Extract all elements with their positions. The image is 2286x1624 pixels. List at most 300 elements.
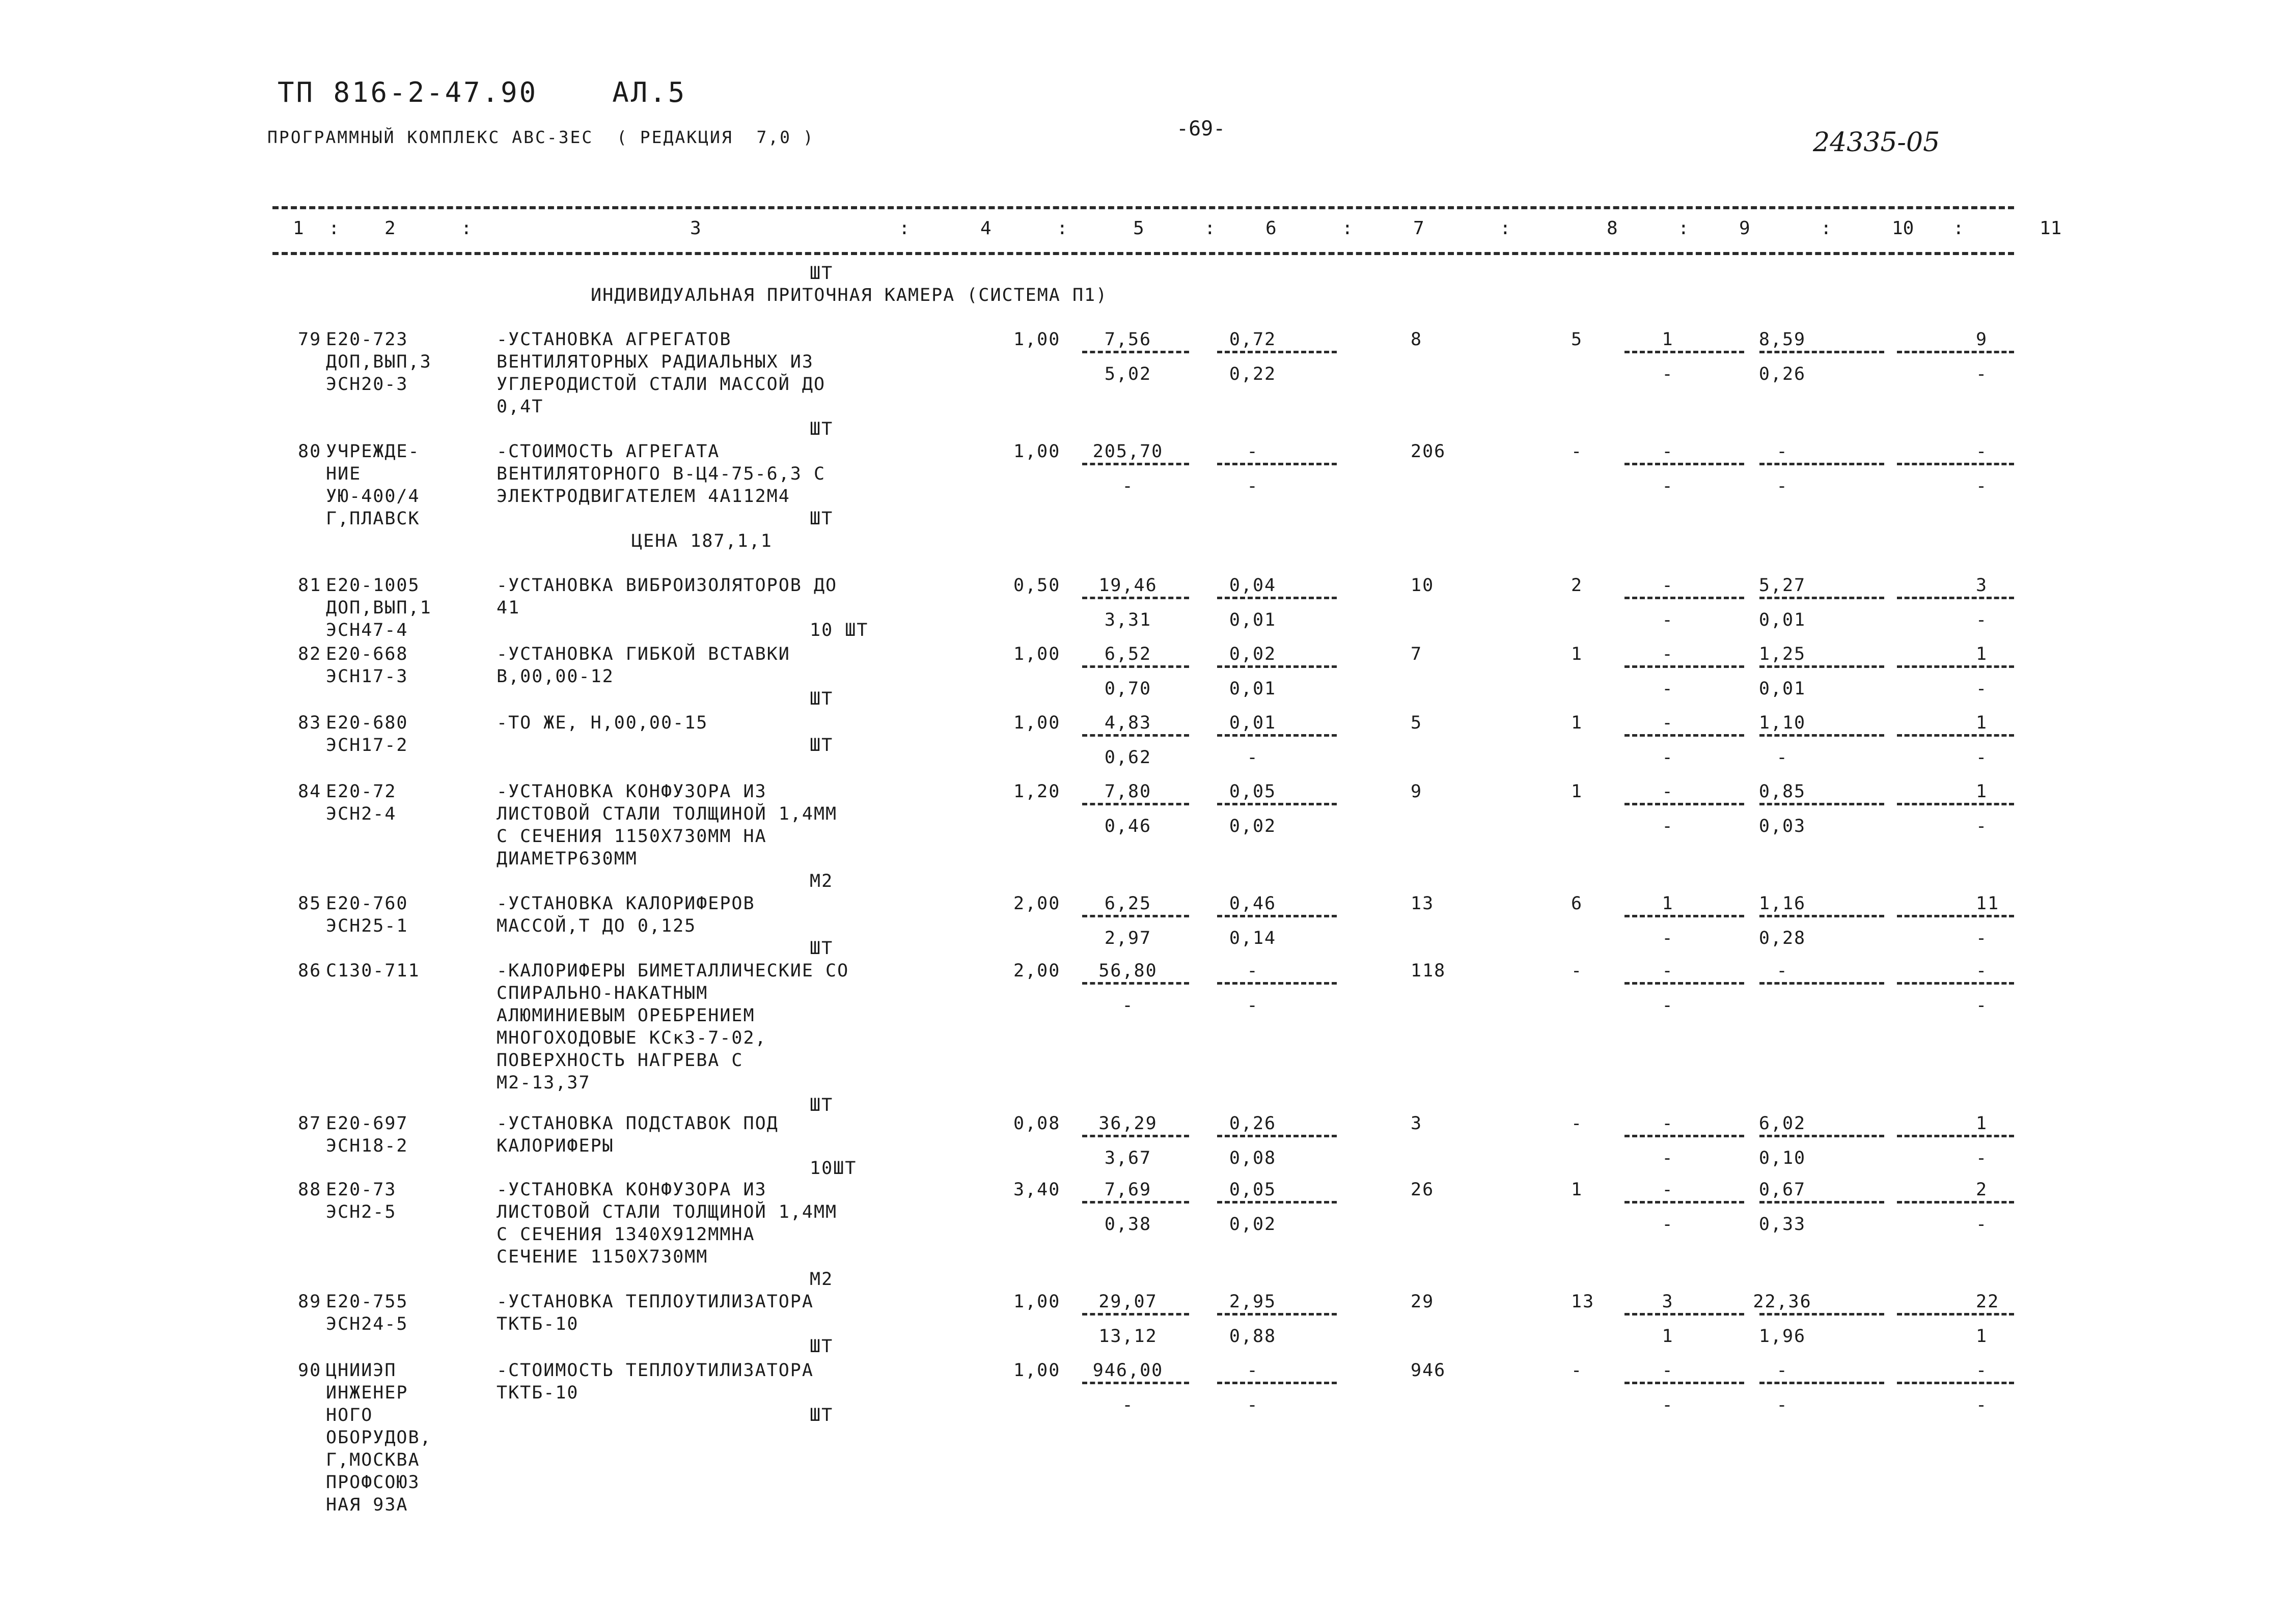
column-number: 10 <box>1892 218 1914 239</box>
row-unit-wage: - <box>1122 476 1134 496</box>
row-code-line: ДОП,ВЫП,3 <box>326 352 432 372</box>
row-number: 90 <box>298 1360 322 1381</box>
row-quantity: 1,00 <box>1013 329 1061 350</box>
row-divider <box>1624 1201 1744 1203</box>
column-number: : <box>1500 218 1511 239</box>
row-divider <box>1897 1382 2014 1384</box>
row-unit-cost: 946,00 <box>1092 1360 1164 1381</box>
row-divider <box>1082 803 1189 805</box>
row-code-line: ЭСН2-5 <box>326 1202 397 1222</box>
row-divider <box>1624 1313 1744 1315</box>
row-col11-bottom: - <box>1976 747 1988 768</box>
row-unit-wage: 5,02 <box>1104 364 1152 384</box>
row-col11-top: 1 <box>1976 644 1988 664</box>
row-col11-top: 1 <box>1976 781 1988 802</box>
row-machine-cost: - <box>1247 1360 1259 1381</box>
row-unit-wage: 2,97 <box>1104 928 1152 948</box>
column-number: 3 <box>690 218 701 239</box>
column-number: 9 <box>1739 218 1750 239</box>
row-unit: ШТ <box>810 419 834 439</box>
row-col11-top: 1 <box>1976 713 1988 733</box>
row-labour-top: 1,10 <box>1758 713 1806 733</box>
row-number: 89 <box>298 1292 322 1312</box>
row-labour-top: 1,25 <box>1758 644 1806 664</box>
row-col9-top: - <box>1662 441 1674 462</box>
row-col9-bottom: - <box>1662 747 1674 768</box>
row-col11-top: 2 <box>1976 1180 1988 1200</box>
row-code-line: Е20-723 <box>326 329 408 350</box>
page-number: -69- <box>1176 117 1226 141</box>
row-divider <box>1624 982 1744 985</box>
row-divider <box>1759 982 1884 985</box>
row-unit-wage: 0,70 <box>1104 679 1152 699</box>
row-code-line: ЭСН18-2 <box>326 1136 408 1156</box>
row-labour-top: 0,85 <box>1758 781 1806 802</box>
row-total-wage: - <box>1571 1113 1583 1134</box>
row-machine-cost: 0,04 <box>1229 575 1277 596</box>
row-machine-cost: 0,46 <box>1229 893 1277 914</box>
row-code-line: Е20-72 <box>326 781 397 802</box>
row-machine-wage: 0,88 <box>1229 1326 1277 1347</box>
row-labour-bottom: 0,03 <box>1758 816 1806 836</box>
row-divider <box>1217 982 1337 985</box>
row-description-line: ВЕНТИЛЯТОРНОГО В-Ц4-75-6,3 С <box>497 464 826 484</box>
row-quantity: 1,00 <box>1013 441 1061 462</box>
row-divider <box>1624 351 1744 353</box>
row-col11-bottom: - <box>1976 816 1988 836</box>
row-col9-bottom: - <box>1662 1214 1674 1235</box>
row-quantity: 1,20 <box>1013 781 1061 802</box>
row-description-line: МНОГОХОДОВЫЕ КСк3-7-02, <box>497 1028 767 1048</box>
row-machine-wage: 0,02 <box>1229 816 1277 836</box>
row-labour-bottom: 0,01 <box>1758 679 1806 699</box>
row-description-line: 0,4Т <box>497 397 544 417</box>
row-col11-bottom: - <box>1976 928 1988 948</box>
row-machine-wage: - <box>1247 995 1259 1016</box>
row-code-line: Е20-1005 <box>326 575 420 596</box>
row-description-line: -УСТАНОВКА ПОДСТАВОК ПОД <box>497 1113 779 1134</box>
row-total-wage: - <box>1571 441 1583 462</box>
row-number: 87 <box>298 1113 322 1134</box>
row-labour-bottom: - <box>1776 1395 1788 1415</box>
column-number: 2 <box>384 218 396 239</box>
row-number: 85 <box>298 893 322 914</box>
row-unit: ШТ <box>810 735 834 755</box>
row-description-line: М2-13,37 <box>497 1073 591 1093</box>
row-code-line: Е20-697 <box>326 1113 408 1134</box>
row-divider <box>1624 734 1744 737</box>
row-col11-top: 22 <box>1976 1292 2000 1312</box>
row-col9-top: - <box>1662 1360 1674 1381</box>
row-col11-top: - <box>1976 441 1988 462</box>
row-divider <box>1217 351 1337 353</box>
row-description-line: ЛИСТОВОЙ СТАЛИ ТОЛЩИНОЙ 1,4ММ <box>497 1202 838 1222</box>
row-labour-top: - <box>1776 441 1788 462</box>
row-code-line: ЭСН25-1 <box>326 916 408 936</box>
row-col9-bottom: - <box>1662 995 1674 1016</box>
column-number: 7 <box>1413 218 1424 239</box>
row-description-line: -УСТАНОВКА ГИБКОЙ ВСТАВКИ <box>497 644 790 664</box>
row-total-cost: 7 <box>1411 644 1423 664</box>
row-divider <box>1897 463 2014 465</box>
row-code-line: ЭСН47-4 <box>326 620 408 640</box>
row-divider <box>1082 463 1189 465</box>
row-divider <box>1082 982 1189 985</box>
row-col9-bottom: 1 <box>1662 1326 1674 1347</box>
row-divider <box>1897 665 2014 668</box>
row-description-line: СПИРАЛЬНО-НАКАТНЫМ <box>497 983 708 1003</box>
row-description-line: ПОВЕРХНОСТЬ НАГРЕВА С <box>497 1050 743 1071</box>
row-description-line: -СТОИМОСТЬ АГРЕГАТА <box>497 441 720 462</box>
row-number: 86 <box>298 961 322 981</box>
row-divider <box>1082 1382 1189 1384</box>
row-code-line: ЭСН20-3 <box>326 374 408 395</box>
column-number: 4 <box>980 218 991 239</box>
row-divider <box>1759 597 1884 599</box>
row-quantity: 0,50 <box>1013 575 1061 596</box>
row-description-line: В,00,00-12 <box>497 666 614 687</box>
row-divider <box>1897 1201 2014 1203</box>
row-unit: ШТ <box>810 689 834 709</box>
row-labour-bottom: 0,01 <box>1758 610 1806 630</box>
row-divider <box>1759 665 1884 668</box>
row-quantity: 3,40 <box>1013 1180 1061 1200</box>
row-col11-bottom: 1 <box>1976 1326 1988 1347</box>
row-total-wage: 5 <box>1571 329 1583 350</box>
row-divider <box>1759 1382 1884 1384</box>
row-unit-cost: 56,80 <box>1098 961 1158 981</box>
row-divider <box>1217 463 1337 465</box>
row-col11-top: 11 <box>1976 893 2000 914</box>
row-labour-top: 8,59 <box>1758 329 1806 350</box>
row-unit-wage: 0,38 <box>1104 1214 1152 1235</box>
row-code-line: С130-711 <box>326 961 420 981</box>
row-code-line: УЮ-400/4 <box>326 486 420 507</box>
row-col11-bottom: - <box>1976 476 1988 496</box>
row-divider <box>1759 734 1884 737</box>
row-code-line: ЭСН2-4 <box>326 804 397 824</box>
row-total-cost: 26 <box>1411 1180 1435 1200</box>
row-unit-cost: 205,70 <box>1092 441 1164 462</box>
row-machine-wage: - <box>1247 476 1259 496</box>
row-unit: ШТ <box>810 938 834 959</box>
row-col11-bottom: - <box>1976 1395 1988 1415</box>
row-unit-wage: - <box>1122 995 1134 1016</box>
row-total-wage: 1 <box>1571 1180 1583 1200</box>
row-divider <box>1759 463 1884 465</box>
row-description-line: -УСТАНОВКА АГРЕГАТОВ <box>497 329 732 350</box>
row-divider <box>1897 803 2014 805</box>
row-col9-bottom: - <box>1662 1148 1674 1168</box>
row-description-line: 41 <box>497 598 520 618</box>
row-col9-top: - <box>1662 1180 1674 1200</box>
row-divider <box>1082 915 1189 917</box>
row-machine-wage: 0,02 <box>1229 1214 1277 1235</box>
row-code-line: Е20-668 <box>326 644 408 664</box>
row-unit-wage: 3,67 <box>1104 1148 1152 1168</box>
row-total-wage: 1 <box>1571 713 1583 733</box>
row-divider <box>1217 665 1337 668</box>
row-unit-wage: - <box>1122 1395 1134 1415</box>
row-divider <box>1082 665 1189 668</box>
row-description-line: СЕЧЕНИЕ 1150Х730ММ <box>497 1247 708 1267</box>
row-labour-bottom: - <box>1776 476 1788 496</box>
row-code-line: Е20-680 <box>326 713 408 733</box>
row-labour-top: 5,27 <box>1758 575 1806 596</box>
row-col11-bottom: - <box>1976 1148 1988 1168</box>
row-col11-top: 3 <box>1976 575 1988 596</box>
row-unit: ШТ <box>810 509 834 529</box>
row-divider <box>1082 1313 1189 1315</box>
column-number: : <box>1204 218 1216 239</box>
row-unit-cost: 36,29 <box>1098 1113 1158 1134</box>
row-number: 88 <box>298 1180 322 1200</box>
row-unit-wage: 3,31 <box>1104 610 1152 630</box>
row-col9-bottom: - <box>1662 679 1674 699</box>
row-description-line: -ТО ЖЕ, Н,00,00-15 <box>497 713 708 733</box>
row-col9-top: - <box>1662 713 1674 733</box>
row-divider <box>1759 1313 1884 1315</box>
column-number: : <box>328 218 340 239</box>
row-description-line: С СЕЧЕНИЯ 1150Х730ММ НА <box>497 826 767 847</box>
row-divider <box>1624 665 1744 668</box>
row-quantity: 1,00 <box>1013 644 1061 664</box>
row-total-cost: 206 <box>1411 441 1446 462</box>
row-divider <box>1082 597 1189 599</box>
row-description-line: АЛЮМИНИЕВЫМ ОРЕБРЕНИЕМ <box>497 1005 755 1026</box>
row-col9-top: - <box>1662 644 1674 664</box>
row-description-line: ТКТБ-10 <box>497 1314 579 1334</box>
row-code-line: Е20-73 <box>326 1180 397 1200</box>
row-unit-wage: 13,12 <box>1098 1326 1158 1347</box>
row-code-line: ЦНИИЭП <box>326 1360 397 1381</box>
row-col11-top: - <box>1976 961 1988 981</box>
row-machine-cost: 0,26 <box>1229 1113 1277 1134</box>
column-number: 6 <box>1265 218 1277 239</box>
row-code-line: НИЕ <box>326 464 362 484</box>
row-unit: 10 ШТ <box>810 620 869 640</box>
row-description-line: ДИАМЕТР630ММ <box>497 849 638 869</box>
row-col11-bottom: - <box>1976 1214 1988 1235</box>
handwritten-number: 24335-05 <box>1813 127 1940 158</box>
row-col11-bottom: - <box>1976 364 1988 384</box>
row-unit-wage: 0,46 <box>1104 816 1152 836</box>
row-code-line: НАЯ 93А <box>326 1495 408 1515</box>
row-total-cost: 13 <box>1411 893 1435 914</box>
row-description-line: ВЕНТИЛЯТОРНЫХ РАДИАЛЬНЫХ ИЗ <box>497 352 814 372</box>
row-machine-cost: 0,01 <box>1229 713 1277 733</box>
row-col9-bottom: - <box>1662 610 1674 630</box>
row-description-line: ЛИСТОВОЙ СТАЛИ ТОЛЩИНОЙ 1,4ММ <box>497 804 838 824</box>
row-unit-cost: 7,69 <box>1104 1180 1152 1200</box>
row-code-line: ЭСН24-5 <box>326 1314 408 1334</box>
row-divider <box>1624 463 1744 465</box>
column-number: 8 <box>1607 218 1618 239</box>
row-divider <box>1897 351 2014 353</box>
row-divider <box>1082 1201 1189 1203</box>
row-col9-top: - <box>1662 575 1674 596</box>
row-code-line: ИНЖЕНЕР <box>326 1383 408 1403</box>
row-unit: ШТ <box>810 1405 834 1425</box>
row-unit: М2 <box>810 871 834 891</box>
row-number: 79 <box>298 329 322 350</box>
column-number: 11 <box>2040 218 2062 239</box>
row-labour-bottom: 1,96 <box>1758 1326 1806 1347</box>
row-divider <box>1897 982 2014 985</box>
row-col9-bottom: - <box>1662 816 1674 836</box>
row-total-cost: 946 <box>1411 1360 1446 1381</box>
row-divider <box>1217 597 1337 599</box>
row-total-cost: 29 <box>1411 1292 1435 1312</box>
row-quantity: 1,00 <box>1013 713 1061 733</box>
row-unit: 10ШТ <box>810 1158 857 1179</box>
row-code-line: ЭСН17-3 <box>326 666 408 687</box>
row-description-line: МАССОЙ,Т ДО 0,125 <box>497 916 697 936</box>
row-machine-wage: 0,22 <box>1229 364 1277 384</box>
row-description-line: -УСТАНОВКА КАЛОРИФЕРОВ <box>497 893 755 914</box>
column-number: : <box>461 218 472 239</box>
row-code-line: НОГО <box>326 1405 373 1425</box>
row-description-line: -УСТАНОВКА ВИБРОИЗОЛЯТОРОВ ДО <box>497 575 838 596</box>
row-unit: ШТ <box>810 1095 834 1115</box>
row-machine-cost: 2,95 <box>1229 1292 1277 1312</box>
row-divider <box>1217 915 1337 917</box>
row-code-line: Е20-760 <box>326 893 408 914</box>
row-number: 82 <box>298 644 322 664</box>
row-col11-bottom: - <box>1976 610 1988 630</box>
header-rule-bottom <box>272 252 2014 255</box>
row-unit-cost: 7,56 <box>1104 329 1152 350</box>
row-description-line: УГЛЕРОДИСТОЙ СТАЛИ МАССОЙ ДО <box>497 374 826 395</box>
row-col11-top: 1 <box>1976 1113 1988 1134</box>
row-quantity: 1,00 <box>1013 1360 1061 1381</box>
row-divider <box>1759 915 1884 917</box>
row-divider <box>1759 351 1884 353</box>
row-divider <box>1897 734 2014 737</box>
row-total-wage: 6 <box>1571 893 1583 914</box>
row-labour-top: 6,02 <box>1758 1113 1806 1134</box>
row-divider <box>1759 1135 1884 1137</box>
column-number: : <box>899 218 910 239</box>
row-unit-wage: 0,62 <box>1104 747 1152 768</box>
row-divider <box>1897 1135 2014 1137</box>
row-labour-top: 0,67 <box>1758 1180 1806 1200</box>
row-total-wage: - <box>1571 961 1583 981</box>
row-quantity: 0,08 <box>1013 1113 1061 1134</box>
row-code-line: ЭСН17-2 <box>326 735 408 755</box>
row-col9-top: 1 <box>1662 329 1674 350</box>
row-unit-cost: 19,46 <box>1098 575 1158 596</box>
row-col9-bottom: - <box>1662 476 1674 496</box>
row-col9-bottom: - <box>1662 364 1674 384</box>
row-quantity: 1,00 <box>1013 1292 1061 1312</box>
row-total-cost: 3 <box>1411 1113 1423 1134</box>
row-total-cost: 9 <box>1411 781 1423 802</box>
row-labour-bottom: 0,10 <box>1758 1148 1806 1168</box>
row-divider <box>1082 351 1189 353</box>
row-total-wage: 13 <box>1571 1292 1595 1312</box>
row-col9-top: - <box>1662 961 1674 981</box>
row-labour-bottom: 0,28 <box>1758 928 1806 948</box>
row-labour-bottom: 0,26 <box>1758 364 1806 384</box>
row-divider <box>1217 734 1337 737</box>
row-description-line: -УСТАНОВКА ТЕПЛОУТИЛИЗАТОРА <box>497 1292 814 1312</box>
row-unit-cost: 7,80 <box>1104 781 1152 802</box>
column-number: : <box>1821 218 1832 239</box>
section-unit: ШТ <box>810 263 834 284</box>
row-divider <box>1759 803 1884 805</box>
row-machine-wage: 0,01 <box>1229 610 1277 630</box>
row-col11-top: 9 <box>1976 329 1988 350</box>
row-machine-wage: 0,08 <box>1229 1148 1277 1168</box>
row-unit: М2 <box>810 1269 834 1290</box>
row-divider <box>1624 597 1744 599</box>
row-col9-top: 1 <box>1662 893 1674 914</box>
row-divider <box>1082 1135 1189 1137</box>
row-machine-wage: 0,14 <box>1229 928 1277 948</box>
row-col9-bottom: - <box>1662 1395 1674 1415</box>
row-col9-top: 3 <box>1662 1292 1674 1312</box>
row-description-line: КАЛОРИФЕРЫ <box>497 1136 614 1156</box>
row-col9-bottom: - <box>1662 928 1674 948</box>
row-divider <box>1217 1313 1337 1315</box>
row-number: 81 <box>298 575 322 596</box>
row-code-line: Е20-755 <box>326 1292 408 1312</box>
row-description-line: ТКТБ-10 <box>497 1383 579 1403</box>
row-total-cost: 8 <box>1411 329 1423 350</box>
row-description-line: -СТОИМОСТЬ ТЕПЛОУТИЛИЗАТОРА <box>497 1360 814 1381</box>
header-rule-top <box>272 206 2014 209</box>
row-machine-cost: - <box>1247 441 1259 462</box>
column-number: 5 <box>1133 218 1144 239</box>
row-divider <box>1624 1135 1744 1137</box>
row-labour-top: 22,36 <box>1753 1292 1812 1312</box>
column-number: : <box>1057 218 1068 239</box>
row-divider <box>1759 1201 1884 1203</box>
row-unit-cost: 29,07 <box>1098 1292 1158 1312</box>
row-quantity: 2,00 <box>1013 893 1061 914</box>
row-divider <box>1624 803 1744 805</box>
row-code-line: Г,МОСКВА <box>326 1450 420 1470</box>
row-labour-top: 1,16 <box>1758 893 1806 914</box>
row-quantity: 2,00 <box>1013 961 1061 981</box>
row-description-line: -УСТАНОВКА КОНФУЗОРА ИЗ <box>497 1180 767 1200</box>
row-total-cost: 5 <box>1411 713 1423 733</box>
row-divider <box>1217 1201 1337 1203</box>
row-unit: ШТ <box>810 1336 834 1357</box>
row-col11-bottom: - <box>1976 679 1988 699</box>
row-total-wage: - <box>1571 1360 1583 1381</box>
row-description-line: -УСТАНОВКА КОНФУЗОРА ИЗ <box>497 781 767 802</box>
row-unit-cost: 6,25 <box>1104 893 1152 914</box>
column-number: : <box>1953 218 1964 239</box>
document-code: ТП 816-2-47.90 АЛ.5 <box>278 76 687 108</box>
row-labour-top: - <box>1776 1360 1788 1381</box>
row-price-note: ЦЕНА 187,1,1 <box>631 531 773 551</box>
row-description-line: С СЕЧЕНИЯ 1340Х912ММНА <box>497 1224 755 1245</box>
column-number: : <box>1342 218 1353 239</box>
row-col9-top: - <box>1662 1113 1674 1134</box>
row-total-cost: 118 <box>1411 961 1446 981</box>
column-number: 1 <box>293 218 304 239</box>
row-unit-cost: 6,52 <box>1104 644 1152 664</box>
row-col11-bottom: - <box>1976 995 1988 1016</box>
row-col11-top: - <box>1976 1360 1988 1381</box>
row-description-line: ЭЛЕКТРОДВИГАТЕЛЕМ 4А112М4 <box>497 486 790 507</box>
row-machine-wage: 0,01 <box>1229 679 1277 699</box>
row-labour-top: - <box>1776 961 1788 981</box>
column-number-row <box>272 218 2062 243</box>
